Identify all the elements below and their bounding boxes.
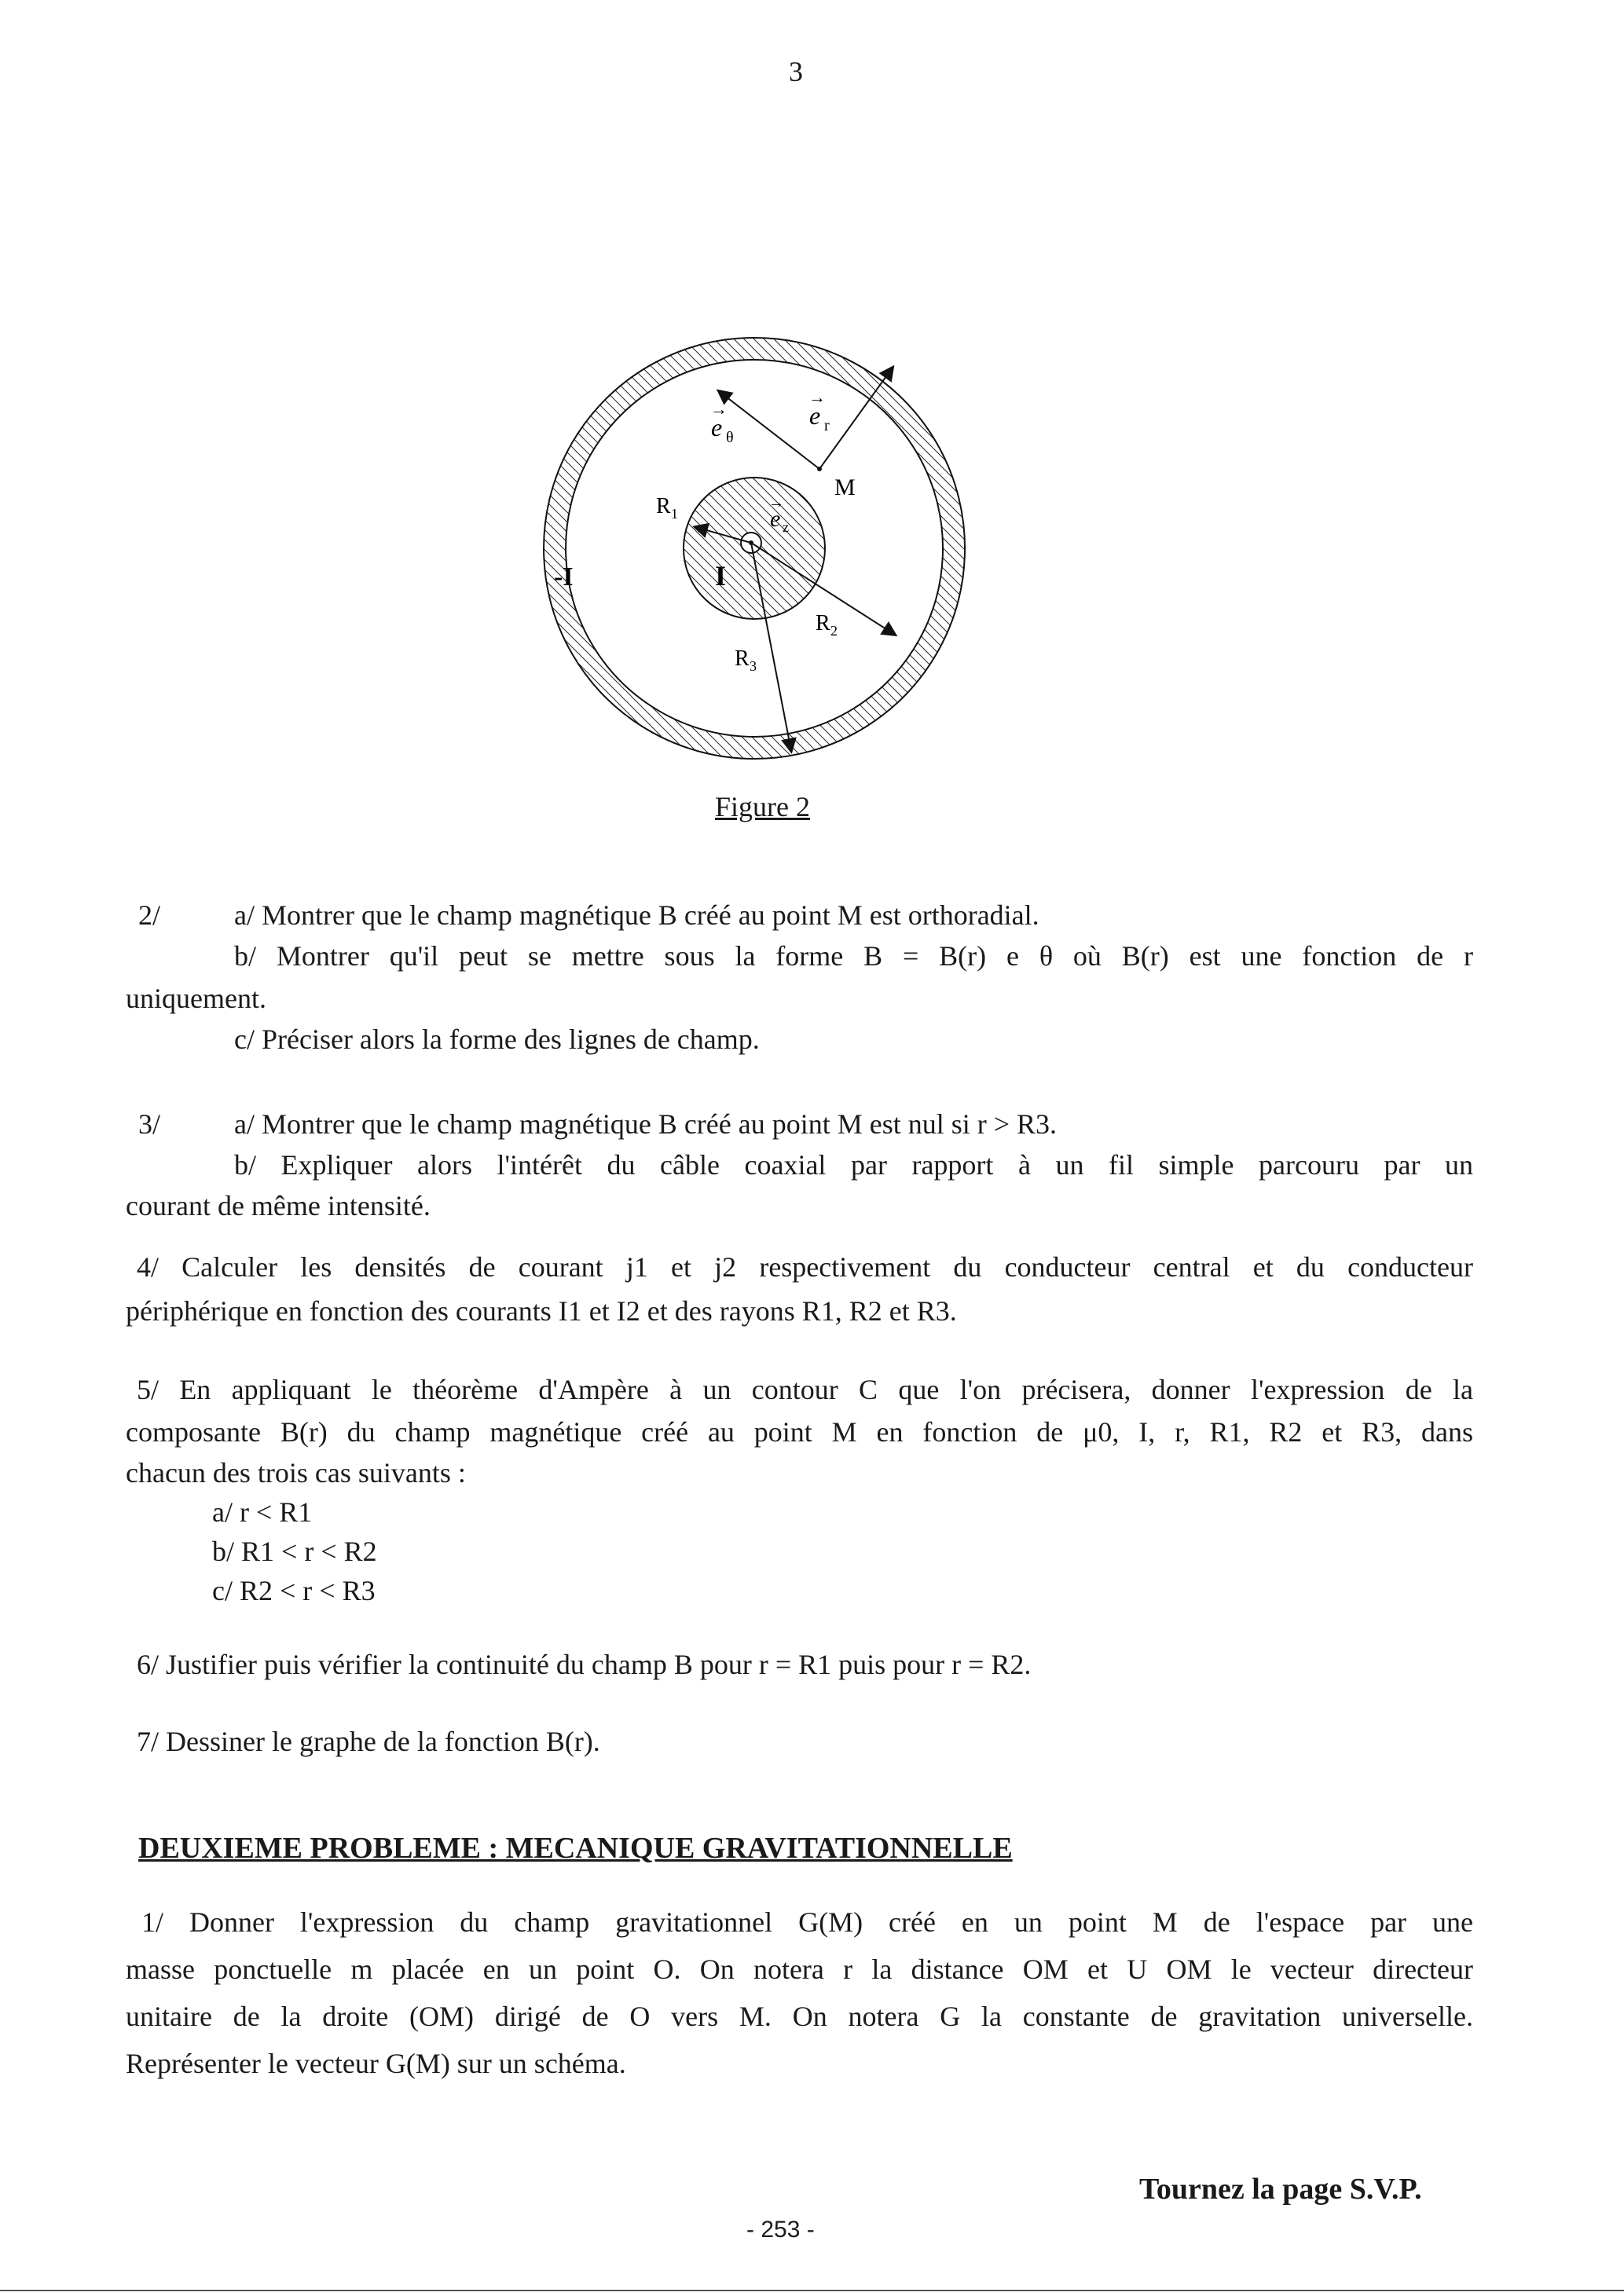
q2-number: 2/ bbox=[138, 899, 161, 931]
q5-case-c: c/ R2 < r < R3 bbox=[212, 1575, 376, 1606]
label-e-r: e bbox=[809, 401, 821, 430]
svg-text:z: z bbox=[783, 519, 789, 535]
q2b-line1: b/ Montrer qu'il peut se mettre sous la forme B = B(r) e θ où B(r) est une fonction de r bbox=[234, 940, 1473, 972]
q3a: a/ Montrer que le champ magnétique B créé au point M est nul si r > R3. bbox=[234, 1108, 1058, 1140]
problem2-title: DEUXIEME PROBLEME : MECANIQUE GRAVITATIONNELLE bbox=[138, 1832, 1013, 1865]
svg-text:3: 3 bbox=[750, 658, 757, 674]
svg-text:2: 2 bbox=[830, 623, 838, 639]
svg-text:r: r bbox=[824, 417, 830, 434]
page-number: 3 bbox=[789, 56, 803, 87]
problem2-line2: masse ponctuelle m placée en un point O. On notera r la distance OM et U OM le vecteur directeur bbox=[126, 1954, 1473, 1985]
label-e-theta: e bbox=[711, 413, 723, 441]
q6: 6/ Justifier puis vérifier la continuité du champ B pour r = R1 puis pour r = R2. bbox=[137, 1649, 1032, 1680]
svg-text:→: → bbox=[768, 494, 784, 511]
problem2-line1: 1/ Donner l'expression du champ gravitationnel G(M) créé en un point M de l'espace par une bbox=[141, 1906, 1473, 1938]
q3b-line1: b/ Expliquer alors l'intérêt du câble coaxial par rapport à un fil simple parcouru par un bbox=[234, 1149, 1473, 1181]
problem2-line4: Représenter le vecteur G(M) sur un schéma. bbox=[126, 2048, 626, 2079]
point-M bbox=[817, 467, 822, 471]
svg-text:→: → bbox=[710, 399, 728, 419]
label-R2: R bbox=[816, 611, 830, 635]
turn-page-note: Tournez la page S.V.P. bbox=[1139, 2173, 1422, 2206]
q2a: a/ Montrer que le champ magnétique B créé au point M est orthoradial. bbox=[234, 899, 1039, 931]
svg-text:→: → bbox=[808, 387, 826, 407]
q7: 7/ Dessiner le graphe de la fonction B(r). bbox=[137, 1726, 600, 1757]
label-I: I bbox=[715, 560, 727, 591]
svg-text:θ: θ bbox=[726, 429, 734, 446]
figure-coaxial-cable bbox=[519, 314, 990, 785]
q4-line2: périphérique en fonction des courants I1 et I2 et des rayons R1, R2 et R3. bbox=[126, 1295, 957, 1327]
q5-line3: chacun des trois cas suivants : bbox=[126, 1457, 466, 1489]
q4-line1: 4/ Calculer les densités de courant j1 et j2 respectivement du conducteur central et du conducteur bbox=[137, 1251, 1473, 1283]
label-minus-I: -I bbox=[554, 562, 574, 591]
label-R3: R bbox=[735, 646, 750, 671]
svg-text:1: 1 bbox=[671, 506, 678, 522]
figure-caption: Figure 2 bbox=[715, 791, 810, 822]
q5-line1: 5/ En appliquant le théorème d'Ampère à un contour C que l'on précisera, donner l'expression de la bbox=[137, 1374, 1473, 1405]
q5-case-b: b/ R1 < r < R2 bbox=[212, 1536, 377, 1567]
bottom-edge-line bbox=[0, 2290, 1624, 2291]
label-M: M bbox=[834, 474, 856, 500]
q3b-line2: courant de même intensité. bbox=[126, 1190, 431, 1221]
problem2-line3: unitaire de la droite (OM) dirigé de O vers M. On notera G la constante de gravitation universelle. bbox=[126, 2001, 1473, 2032]
footer-page-number: - 253 - bbox=[746, 2217, 815, 2243]
q5-line2: composante B(r) du champ magnétique créé au point M en fonction de μ0, I, r, R1, R2 et R3, dans bbox=[126, 1416, 1473, 1448]
label-R1: R bbox=[656, 494, 671, 518]
q2b-line2: uniquement. bbox=[126, 983, 266, 1014]
q2c: c/ Préciser alors la forme des lignes de champ. bbox=[234, 1023, 760, 1055]
label-e-z: e bbox=[770, 506, 781, 532]
e-theta-vector bbox=[719, 391, 819, 469]
q5-case-a: a/ r < R1 bbox=[212, 1496, 313, 1528]
q3-number: 3/ bbox=[138, 1108, 161, 1140]
